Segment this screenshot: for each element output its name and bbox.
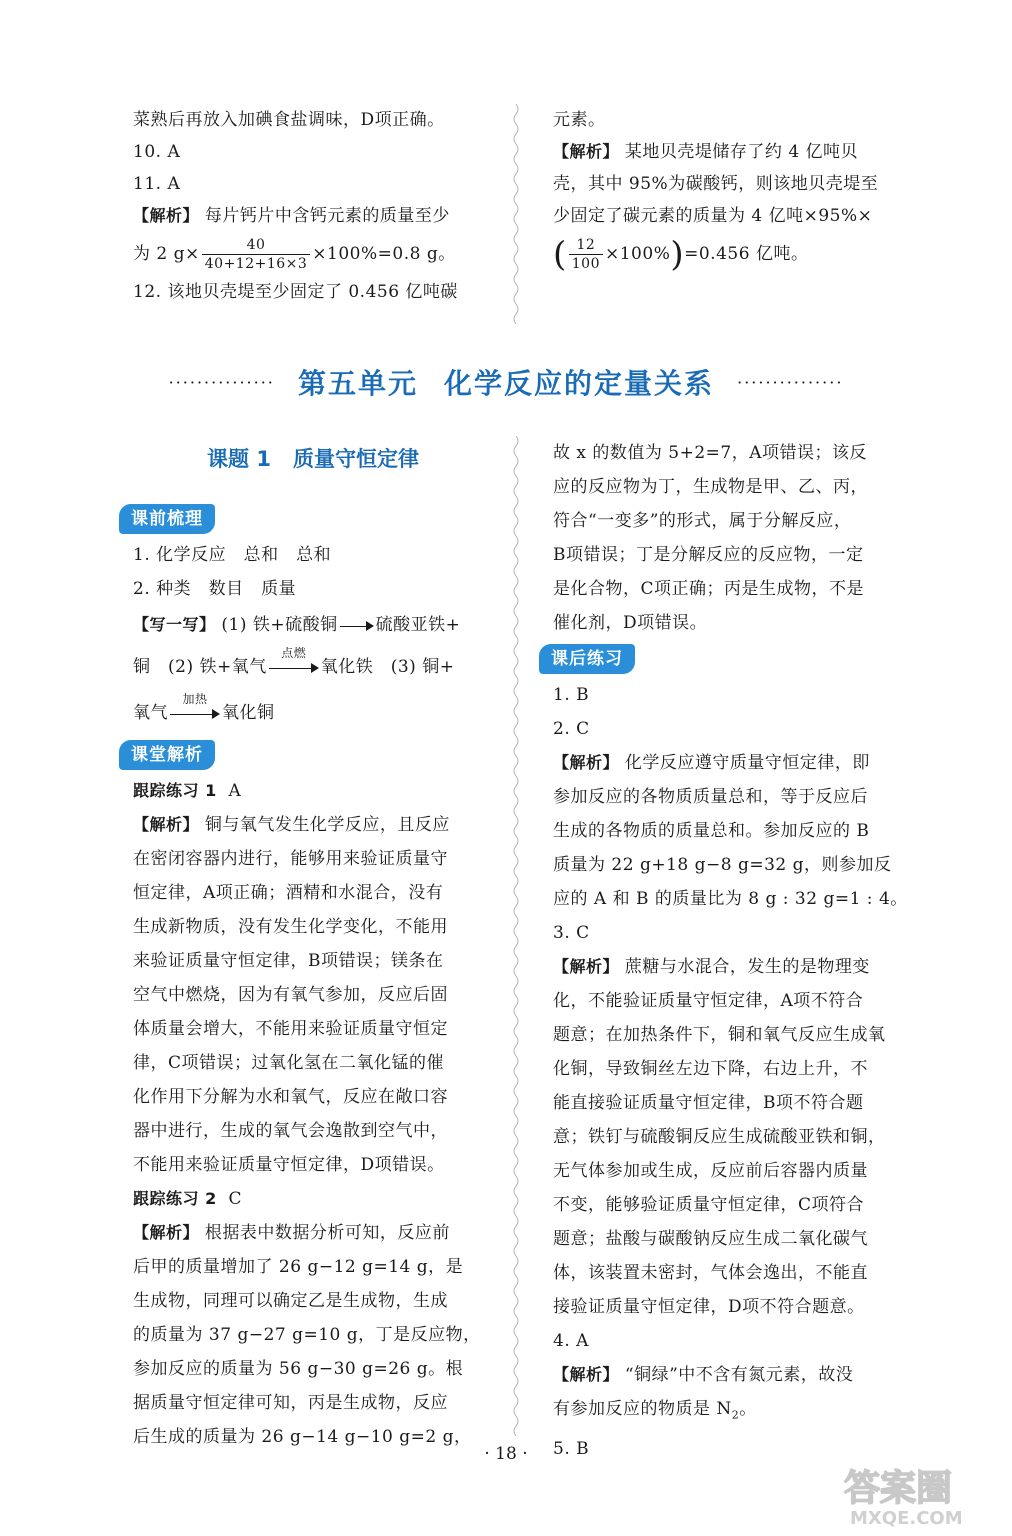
analysis-line: 【解析】 化学反应遵守质量守恒定律，即 [553, 753, 870, 773]
analysis-line: 有参加反应的物质是 $N_2$。 [553, 1399, 757, 1422]
write-line-3: 氧气 加热 氧化铜 [133, 691, 275, 723]
analysis-line: 化铜，导致铜丝左边下降，右边上升，不 [553, 1059, 868, 1079]
analysis-line: 生成物，同理可以确定乙是生成物，生成 [133, 1291, 448, 1311]
analysis-line: 在密闭容器内进行，能够用来验证质量守 [133, 849, 448, 869]
analysis-line: 题意；盐酸与碳酸钠反应生成二氧化碳气 [553, 1229, 868, 1249]
bottom-left-column [133, 436, 503, 1454]
analysis-tag: 【解析】 [133, 815, 200, 834]
analysis-line [553, 136, 913, 168]
analysis-line: 【解析】 蔗糖与水混合，发生的是物理变 [553, 957, 870, 977]
formula-suffix: ×100%=0.8 g。 [312, 244, 456, 264]
analysis-line: 无气体参加或生成，反应前后容器内质量 [553, 1161, 868, 1181]
analysis-line: 恒定律，A项正确；酒精和水混合，没有 [133, 883, 444, 903]
analysis-line: 后生成的质量为 26 g−14 g−10 g=2 g， [133, 1427, 472, 1447]
page-number: · 18 · [484, 1444, 528, 1464]
analysis-line: 应的 A 和 B 的质量比为 8 g : 32 g=1 : 4。 [553, 889, 908, 909]
reaction-arrow: 点燃 [269, 659, 319, 677]
analysis-line: 律，C项错误；过氧化氢在二氧化锰的催 [133, 1053, 445, 1073]
watermark-text-en: MXQE.COM [850, 1508, 963, 1529]
unit-title-text [298, 362, 714, 402]
answer-10: 10. A [133, 142, 181, 162]
analysis-line: 参加反应的质量为 56 g−30 g=26 g。根 [133, 1359, 464, 1379]
answer-2: 2. C [553, 719, 590, 739]
analysis-line: 据质量守恒定律可知，丙是生成物，反应 [133, 1393, 448, 1413]
list-item: 1. 化学反应 总和 总和 [133, 545, 332, 565]
write-tag: 【写一写】 [133, 615, 216, 634]
fraction-denominator: 40+12+16×3 [204, 256, 308, 272]
analysis-line: 生成的各物质的质量总和。参加反应的 B [553, 821, 870, 841]
formula-suffix: =0.456 亿吨。 [684, 244, 809, 264]
analysis-tag: 【解析】 [553, 957, 620, 976]
analysis-line: 应的反应物为丁，生成物是甲、乙、丙， [553, 477, 868, 497]
answer-3: 3. C [553, 923, 590, 943]
section-header-in-class: 课堂解析 [119, 740, 215, 770]
analysis-line: 参加反应的各物质质量总和，等于反应后 [553, 787, 868, 807]
analysis-line: 少固定了碳元素的质量为 4 亿吨×95%× [553, 206, 873, 226]
answer-12: 12. 该地贝壳堤至少固定了 0.456 亿吨碳 [133, 282, 458, 302]
list-item: 2. 种类 数目 质量 [133, 579, 297, 599]
analysis-tag: 【解析】 [133, 206, 200, 225]
unit-number: 第五单元 [297, 367, 418, 400]
analysis-text: 某地贝壳堤储存了约 4 亿吨贝 [624, 142, 859, 162]
dotted-rule-right: ··············· [737, 372, 844, 392]
unit-title [0, 362, 1012, 402]
track-exercise-2: 跟踪练习 2 C [133, 1189, 243, 1209]
fraction-numerator: 40 [202, 236, 311, 255]
analysis-line: 故 x 的数值为 5+2=7，A项错误；该反 [553, 443, 868, 463]
analysis-tag: 【解析】 [133, 1223, 200, 1242]
analysis-line: 器中进行，生成的氧气会逸散到空气中， [133, 1121, 448, 1141]
answer-1: 1. B [553, 685, 590, 705]
analysis-line: 接验证质量守恒定律，D项不符合题意。 [553, 1297, 865, 1317]
bottom-right-column [553, 436, 915, 1466]
top-right-column [553, 104, 913, 277]
write-line-2: 铜 (2) 铁+氧气 点燃 氧化铁 (3) 铜+ [133, 645, 455, 677]
reaction-arrow: 加热 [170, 705, 220, 723]
answer-5: 5. B [553, 1439, 590, 1460]
analysis-line: 催化剂，D项错误。 [553, 613, 708, 633]
lesson-number: 课题 1 [207, 447, 271, 471]
analysis-line: 符合“一变多”的形式，属于分解反应， [553, 511, 852, 531]
dotted-rule-left: ··············· [168, 372, 275, 392]
analysis-line: 不变，能够验证质量守恒定律，C项符合 [553, 1195, 865, 1215]
analysis-line: 后甲的质量增加了 26 g−12 g=14 g，是 [133, 1257, 464, 1277]
analysis-line: B项错误；丁是分解反应的反应物，一定 [553, 545, 864, 565]
analysis-line: 的质量为 37 g−27 g=10 g，丁是反应物， [133, 1325, 481, 1345]
analysis-line: 生成新物质，没有发生化学变化，不能用 [133, 917, 448, 937]
formula-prefix: 为 2 g× [133, 244, 200, 264]
formula-line: ( $\frac{12}{100}$ ×100%)=0.456 亿吨。 [553, 234, 809, 275]
analysis-line: 空气中燃烧，因为有氧气参加，反应后固 [133, 985, 448, 1005]
column-divider-top [512, 104, 520, 324]
answer-4: 4. A [553, 1331, 589, 1351]
reaction-arrow [340, 617, 374, 635]
analysis-line: 【解析】 根据表中数据分析可知，反应前 [133, 1223, 450, 1243]
fraction [569, 236, 603, 273]
formula-line [133, 232, 498, 276]
section-header-after-class: 课后练习 [539, 644, 635, 674]
write-line-1: 【写一写】 (1) 铁+硫酸铜 硫酸亚铁+ [133, 615, 461, 635]
answer-12-cont: 元素。 [553, 110, 606, 130]
analysis-line: 能直接验证质量守恒定律，B项不符合题 [553, 1093, 864, 1113]
analysis-tag: 【解析】 [553, 753, 620, 772]
formula-middle: ×100% [605, 244, 671, 264]
watermark-text-cn: 答案圈 [844, 1468, 953, 1509]
analysis-line: 来验证质量守恒定律，B项错误；镁条在 [133, 951, 444, 971]
fraction [202, 236, 311, 273]
analysis-line: 壳，其中 95%为碳酸钙，则该地贝壳堤至 [553, 174, 879, 194]
column-divider-bottom [512, 436, 520, 1436]
top-left-column [133, 104, 498, 308]
fraction-denominator: 100 [571, 256, 600, 272]
track-exercise-1: 跟踪练习 1 A [133, 781, 242, 801]
section-header-pre-class: 课前梳理 [119, 504, 215, 534]
watermark-logo [840, 1460, 1010, 1530]
analysis-line: 质量为 22 g+18 g−8 g=32 g，则参加反 [553, 855, 892, 875]
lesson-name: 质量守恒定律 [292, 447, 419, 471]
analysis-tag: 【解析】 [553, 142, 620, 161]
analysis-line: 化作用下分解为水和氧气，反应在敞口容 [133, 1087, 448, 1107]
analysis-line: 体质量会增大，不能用来验证质量守恒定 [133, 1019, 448, 1039]
analysis-line: 题意；在加热条件下，铜和氧气反应生成氧 [553, 1025, 886, 1045]
analysis-tag: 【解析】 [553, 1365, 620, 1384]
analysis-line: 【解析】 铜与氧气发生化学反应，且反应 [133, 815, 450, 835]
analysis-text: 每片钙片中含钙元素的质量至少 [204, 206, 450, 226]
fraction-numerator: 12 [569, 236, 603, 255]
analysis-line: 体，该装置未密封，气体会逸出，不能直 [553, 1263, 868, 1283]
analysis-line: 是化合物，C项正确；丙是生成物，不是 [553, 579, 865, 599]
analysis-line: 意；铁钉与硫酸铜反应生成硫酸亚铁和铜， [553, 1127, 886, 1147]
analysis-line [133, 200, 498, 232]
lesson-title [123, 442, 503, 476]
analysis-line: 不能用来验证质量守恒定律，D项错误。 [133, 1155, 445, 1175]
answer-11: 11. A [133, 174, 181, 194]
analysis-line: 【解析】 “铜绿”中不含有氮元素，故没 [553, 1365, 854, 1385]
answer-line: 菜熟后再放入加碘食盐调味，D项正确。 [133, 110, 445, 130]
unit-name: 化学反应的定量关系 [444, 367, 715, 400]
analysis-line: 化，不能验证质量守恒定律，A项不符合 [553, 991, 864, 1011]
